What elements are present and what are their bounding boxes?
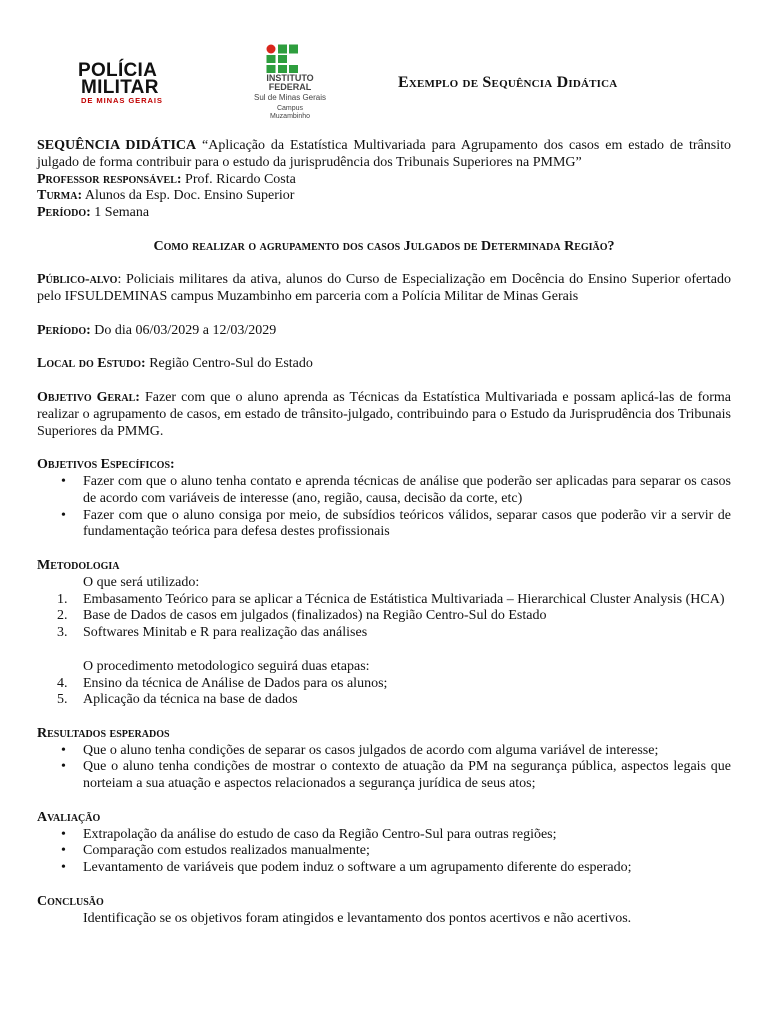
objetivos-especificos-heading: Objetivos Específicos: [37, 457, 175, 473]
publico-text: : Policiais militares da ativa, alunos do Curso de Especialização em Docência do Ensino Superior ofertado pelo IFSULDEMINAS campus Muzambinho em parceria com a Polícia Militar de Minas Gerais [37, 272, 731, 305]
conclusao-heading: Conclusão [37, 893, 104, 909]
periodo-short-text: 1 Semana [90, 205, 150, 221]
professor-text: Prof. Ricardo Costa [181, 171, 296, 187]
if-logo-line5: Muzambinho [269, 113, 311, 120]
list-item [37, 692, 731, 709]
list-item: • Comparação com estudos realizados manualmente; [37, 843, 731, 860]
metodologia-intro2: O procedimento metodologico seguirá duas etapas: [83, 658, 370, 674]
sequencia-text: “Aplicação da Estatística Multivariada para Agrupamento dos casos em estado de trânsito julgado de forma contribuir para o estudo da jurisprudência dos Tribunais Superiores na PMMG” [37, 138, 731, 170]
document-body [37, 138, 731, 927]
list-item: • Fazer com que o aluno consiga por meio, de subsídios teóricos válidos, separar casos que poderão vir a servir de fundamentação teórica para defesa destes profissionais [37, 508, 731, 542]
list-text: Embasamento Teórico para se aplicar a Técnica de Estátistica Multivariada – Hierarchical Cluster Analysis (HCA) [83, 591, 725, 607]
list-item [37, 608, 731, 625]
if-logo-line1: INSTITUTO [266, 73, 314, 83]
resultados-heading: Resultados esperados [37, 725, 170, 741]
list-item [37, 625, 731, 642]
periodo-short-line [37, 205, 731, 222]
list-number: 2. [57, 608, 68, 624]
list-item: • Que o aluno tenha condições de mostrar o contexto de atuação da PM na segurança pública, aspectos legais que norteiam a sua atuação e aspectos relacionados a segurança jurídica de seus atos; [37, 759, 731, 793]
objetivos-especificos-list [37, 474, 731, 541]
sequencia-paragraph [37, 138, 731, 172]
local-line [37, 356, 731, 373]
metodologia-steps-list [37, 676, 731, 710]
if-logo-mark-icon [266, 44, 312, 74]
periodo-line [37, 323, 731, 340]
list-item: • Extrapolação da análise do estudo de caso da Região Centro-Sul para outras regiões; [37, 827, 731, 844]
pm-logo-line1: POLÍCIA [78, 60, 158, 81]
list-item: • Levantamento de variáveis que podem induz o software a um agrupamento diferente do esperado; [37, 860, 731, 877]
metodologia-intro: O que será utilizado: [83, 574, 200, 590]
list-number: 3. [57, 625, 68, 641]
if-logo-line2: FEDERAL [268, 82, 312, 92]
list-item [37, 676, 731, 693]
avaliacao-heading: Avaliação [37, 809, 101, 825]
local-label: Local do Estudo: [37, 356, 146, 372]
list-number: 5. [57, 692, 68, 708]
publico-label: Público-alvo [37, 272, 118, 288]
list-text: Softwares Minitab e R para realização das análises [83, 625, 368, 641]
document-title: Exemplo de Sequência Didática [398, 74, 618, 91]
list-number: 4. [57, 675, 68, 691]
professor-label: Professor responsável: [37, 171, 182, 187]
list-number: 1. [57, 591, 68, 607]
list-item: • Que o aluno tenha condições de separar os casos julgados de acordo com alguma variável de interesse; [37, 743, 731, 760]
instituto-federal-logo [240, 44, 340, 124]
list-item: • Fazer com que o aluno tenha contato e aprenda técnicas de análise que poderão ser aplicadas para separar os casos de acordo com variáveis de interesse (ano, região, causa, decisão da corte, etc) [37, 474, 731, 508]
objetivo-geral-label: Objetivo Geral: [37, 389, 140, 405]
periodo-label: Período: [37, 322, 91, 338]
periodo-text: Do dia 06/03/2029 a 12/03/2029 [90, 322, 277, 338]
list-text: Aplicação da técnica na base de dados [83, 692, 298, 708]
guiding-question: Como realizar o agrupamento dos casos Julgados de Determinada Região? [153, 238, 615, 254]
turma-text: Alunos da Esp. Doc. Ensino Superior [82, 188, 295, 204]
objetivo-geral-paragraph [37, 390, 731, 440]
local-text: Região Centro-Sul do Estado [145, 356, 313, 372]
avaliacao-list [37, 827, 731, 877]
metodologia-list [37, 592, 731, 642]
list-text: Base de Dados de casos em julgados (finalizados) na Região Centro-Sul do Estado [83, 608, 547, 624]
conclusao-text: Identificação se os objetivos foram atingidos e levantamento dos pontos acertivos e não acertivos. [83, 910, 632, 926]
pm-logo-line2: MILITAR [81, 77, 159, 98]
turma-label: Turma: [37, 188, 83, 204]
periodo-short-label: Período: [37, 205, 91, 221]
if-logo-line3: Sul de Minas Gerais [253, 93, 327, 102]
sequencia-label: SEQUÊNCIA DIDÁTICA [37, 138, 197, 153]
list-item [37, 592, 731, 609]
list-text: Ensino da técnica de Análise de Dados para os alunos; [83, 675, 388, 691]
turma-line [37, 188, 731, 205]
policia-militar-logo [78, 62, 196, 104]
metodologia-heading: Metodologia [37, 557, 120, 573]
publico-paragraph [37, 272, 731, 306]
if-logo-line4: Campus [276, 105, 304, 112]
professor-line [37, 172, 731, 189]
pm-logo-line3: DE MINAS GERAIS [81, 96, 163, 105]
resultados-list [37, 743, 731, 793]
objetivo-geral-text: Fazer com que o aluno aprenda as Técnicas da Estatística Multivariada e possam aplicá-las de forma realizar o agrupamento de casos, em estado de trânsito-julgado, contribuindo para o Estudo da Jurisprudência dos Tribunais Superiores da PMMG. [37, 389, 731, 439]
